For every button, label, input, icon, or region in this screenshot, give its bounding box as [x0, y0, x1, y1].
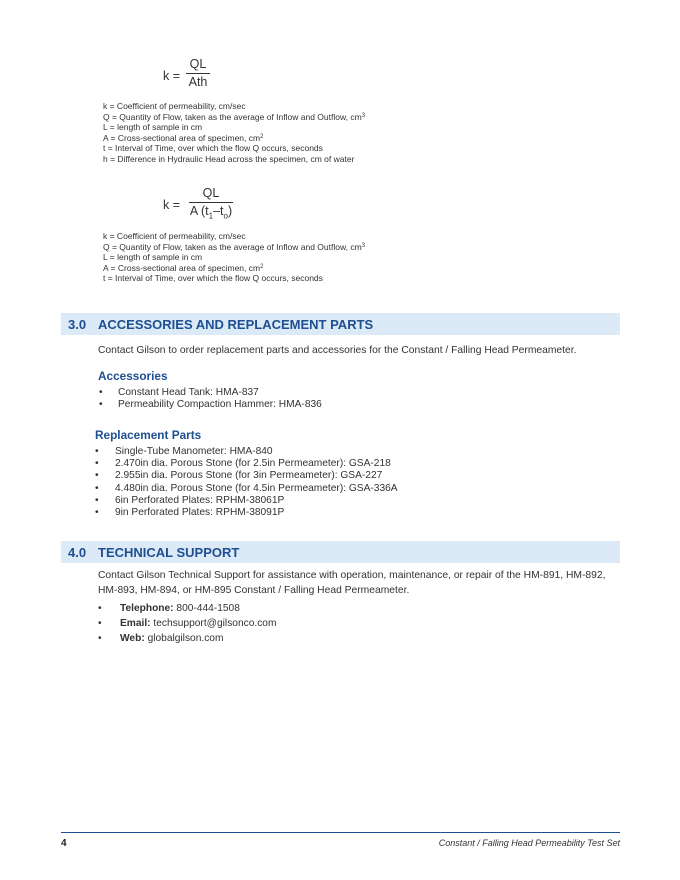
definition-text: L = length of sample in cm [103, 252, 203, 263]
bullet: • [95, 494, 99, 506]
contact-label [120, 618, 276, 629]
contact-label-text: Email: [120, 618, 151, 629]
bullet: • [98, 603, 102, 614]
replacement-parts-heading: Replacement Parts [95, 428, 202, 442]
contact-label [120, 603, 240, 614]
section-title: ACCESSORIES AND REPLACEMENT PARTS [98, 317, 374, 332]
definition-line [103, 242, 365, 253]
list-item-text: Permeability Compaction Hammer: HMA-836 [118, 399, 322, 411]
list-item-text: Constant Head Tank: HMA-837 [118, 387, 259, 398]
bullet: • [95, 446, 99, 457]
definition-line [103, 263, 365, 274]
section-number: 4.0 [68, 545, 87, 560]
section-intro: Contact Gilson to order replacement parts and accessories for the Constant / Falling Head Permeameter. [98, 345, 577, 356]
bullet: • [95, 470, 99, 482]
definition-line [103, 273, 365, 284]
formula-numerator: QL [189, 57, 207, 71]
bullet: • [95, 458, 99, 470]
fraction-bar [189, 202, 233, 203]
definition-line [103, 112, 365, 123]
definition-line [103, 101, 365, 112]
definition-text: L = length of sample in cm [103, 122, 203, 133]
definition-text: A = Cross-sectional area of specimen, cm [103, 132, 261, 143]
definition-line [103, 143, 365, 154]
page-number: 4 [61, 838, 67, 849]
support-intro-line-2: HM-893, HM-894, or HM-895 Constant / Falling Head Permeameter. [98, 585, 410, 596]
formula-lhs: k = [163, 198, 181, 212]
list-item-text: 6in Perforated Plates: RPHM-38061P [115, 494, 285, 506]
formula-lhs: k = [163, 69, 181, 83]
definition-text: A = Cross-sectional area of specimen, cm [103, 262, 261, 273]
bullet: • [98, 633, 102, 644]
formula-1-definitions [103, 101, 365, 165]
bullet: • [99, 399, 103, 411]
bullet: • [95, 506, 99, 518]
definition-line [103, 122, 365, 133]
formula-numerator: QL [202, 186, 220, 200]
list-item-text: 4.480in dia. Porous Stone (for 4.5in Permeameter): GSA-336A [115, 482, 398, 494]
definition-line [103, 252, 365, 263]
section-number: 3.0 [68, 317, 87, 332]
section-header-technical-support [61, 541, 620, 563]
definition-unit-exponent: 2 [260, 263, 264, 270]
definition-line [103, 231, 365, 242]
support-intro-line-1: Contact Gilson Technical Support for assistance with operation, maintenance, or repair of the HM-891, HM-892, [98, 570, 606, 581]
contact-value[interactable]: globalgilson.com [147, 633, 224, 644]
list-item-text: 9in Perforated Plates: RPHM-38091P [115, 506, 285, 518]
definition-line [103, 154, 365, 165]
bullet: • [98, 618, 102, 629]
formula-2-definitions [103, 231, 365, 284]
definition-text: Q = Quantity of Flow, taken as the average of Inflow and Outflow, cm [103, 111, 362, 122]
footer-rule [61, 832, 620, 833]
definition-text: t = Interval of Time, over which the flow Q occurs, seconds [103, 143, 323, 154]
document-title: Constant / Falling Head Permeability Test Set [438, 838, 620, 848]
contact-value[interactable]: techsupport@gilsonco.com [153, 618, 277, 629]
contact-label-text: Web: [120, 633, 145, 644]
definition-unit-exponent: 3 [361, 242, 366, 249]
list-item-text: 2.955in dia. Porous Stone (for 3in Permeameter): GSA-227 [115, 470, 383, 482]
contact-label [120, 633, 223, 644]
support-intro [98, 568, 605, 598]
definition-text: h = Difference in Hydraulic Head across the specimen, cm of water [103, 153, 355, 164]
definition-unit-exponent: 3 [361, 112, 366, 119]
definition-text: k = Coefficient of permeability, cm/sec [103, 101, 246, 111]
contact-value: 800-444-1508 [176, 603, 240, 614]
definition-unit-exponent: 2 [260, 133, 264, 140]
list-item-text: Single-Tube Manometer: HMA-840 [115, 446, 273, 457]
definition-text: k = Coefficient of permeability, cm/sec [103, 231, 246, 241]
accessories-heading: Accessories [98, 369, 168, 383]
definition-line [103, 133, 365, 144]
bullet: • [95, 482, 99, 494]
formula-denominator: Ath [188, 75, 208, 89]
definition-text: t = Interval of Time, over which the flow Q occurs, seconds [103, 273, 323, 284]
definition-text: Q = Quantity of Flow, taken as the average of Inflow and Outflow, cm [103, 241, 362, 252]
bullet: • [99, 387, 103, 398]
contact-label-text: Telephone: [120, 603, 174, 614]
section-title: TECHNICAL SUPPORT [98, 545, 240, 560]
list-item-text: 2.470in dia. Porous Stone (for 2.5in Permeameter): GSA-218 [115, 458, 391, 470]
section-header-accessories [61, 313, 620, 335]
fraction-bar [186, 73, 210, 74]
formula-denominator: A $(t_1-t_o)$ [189, 204, 233, 221]
